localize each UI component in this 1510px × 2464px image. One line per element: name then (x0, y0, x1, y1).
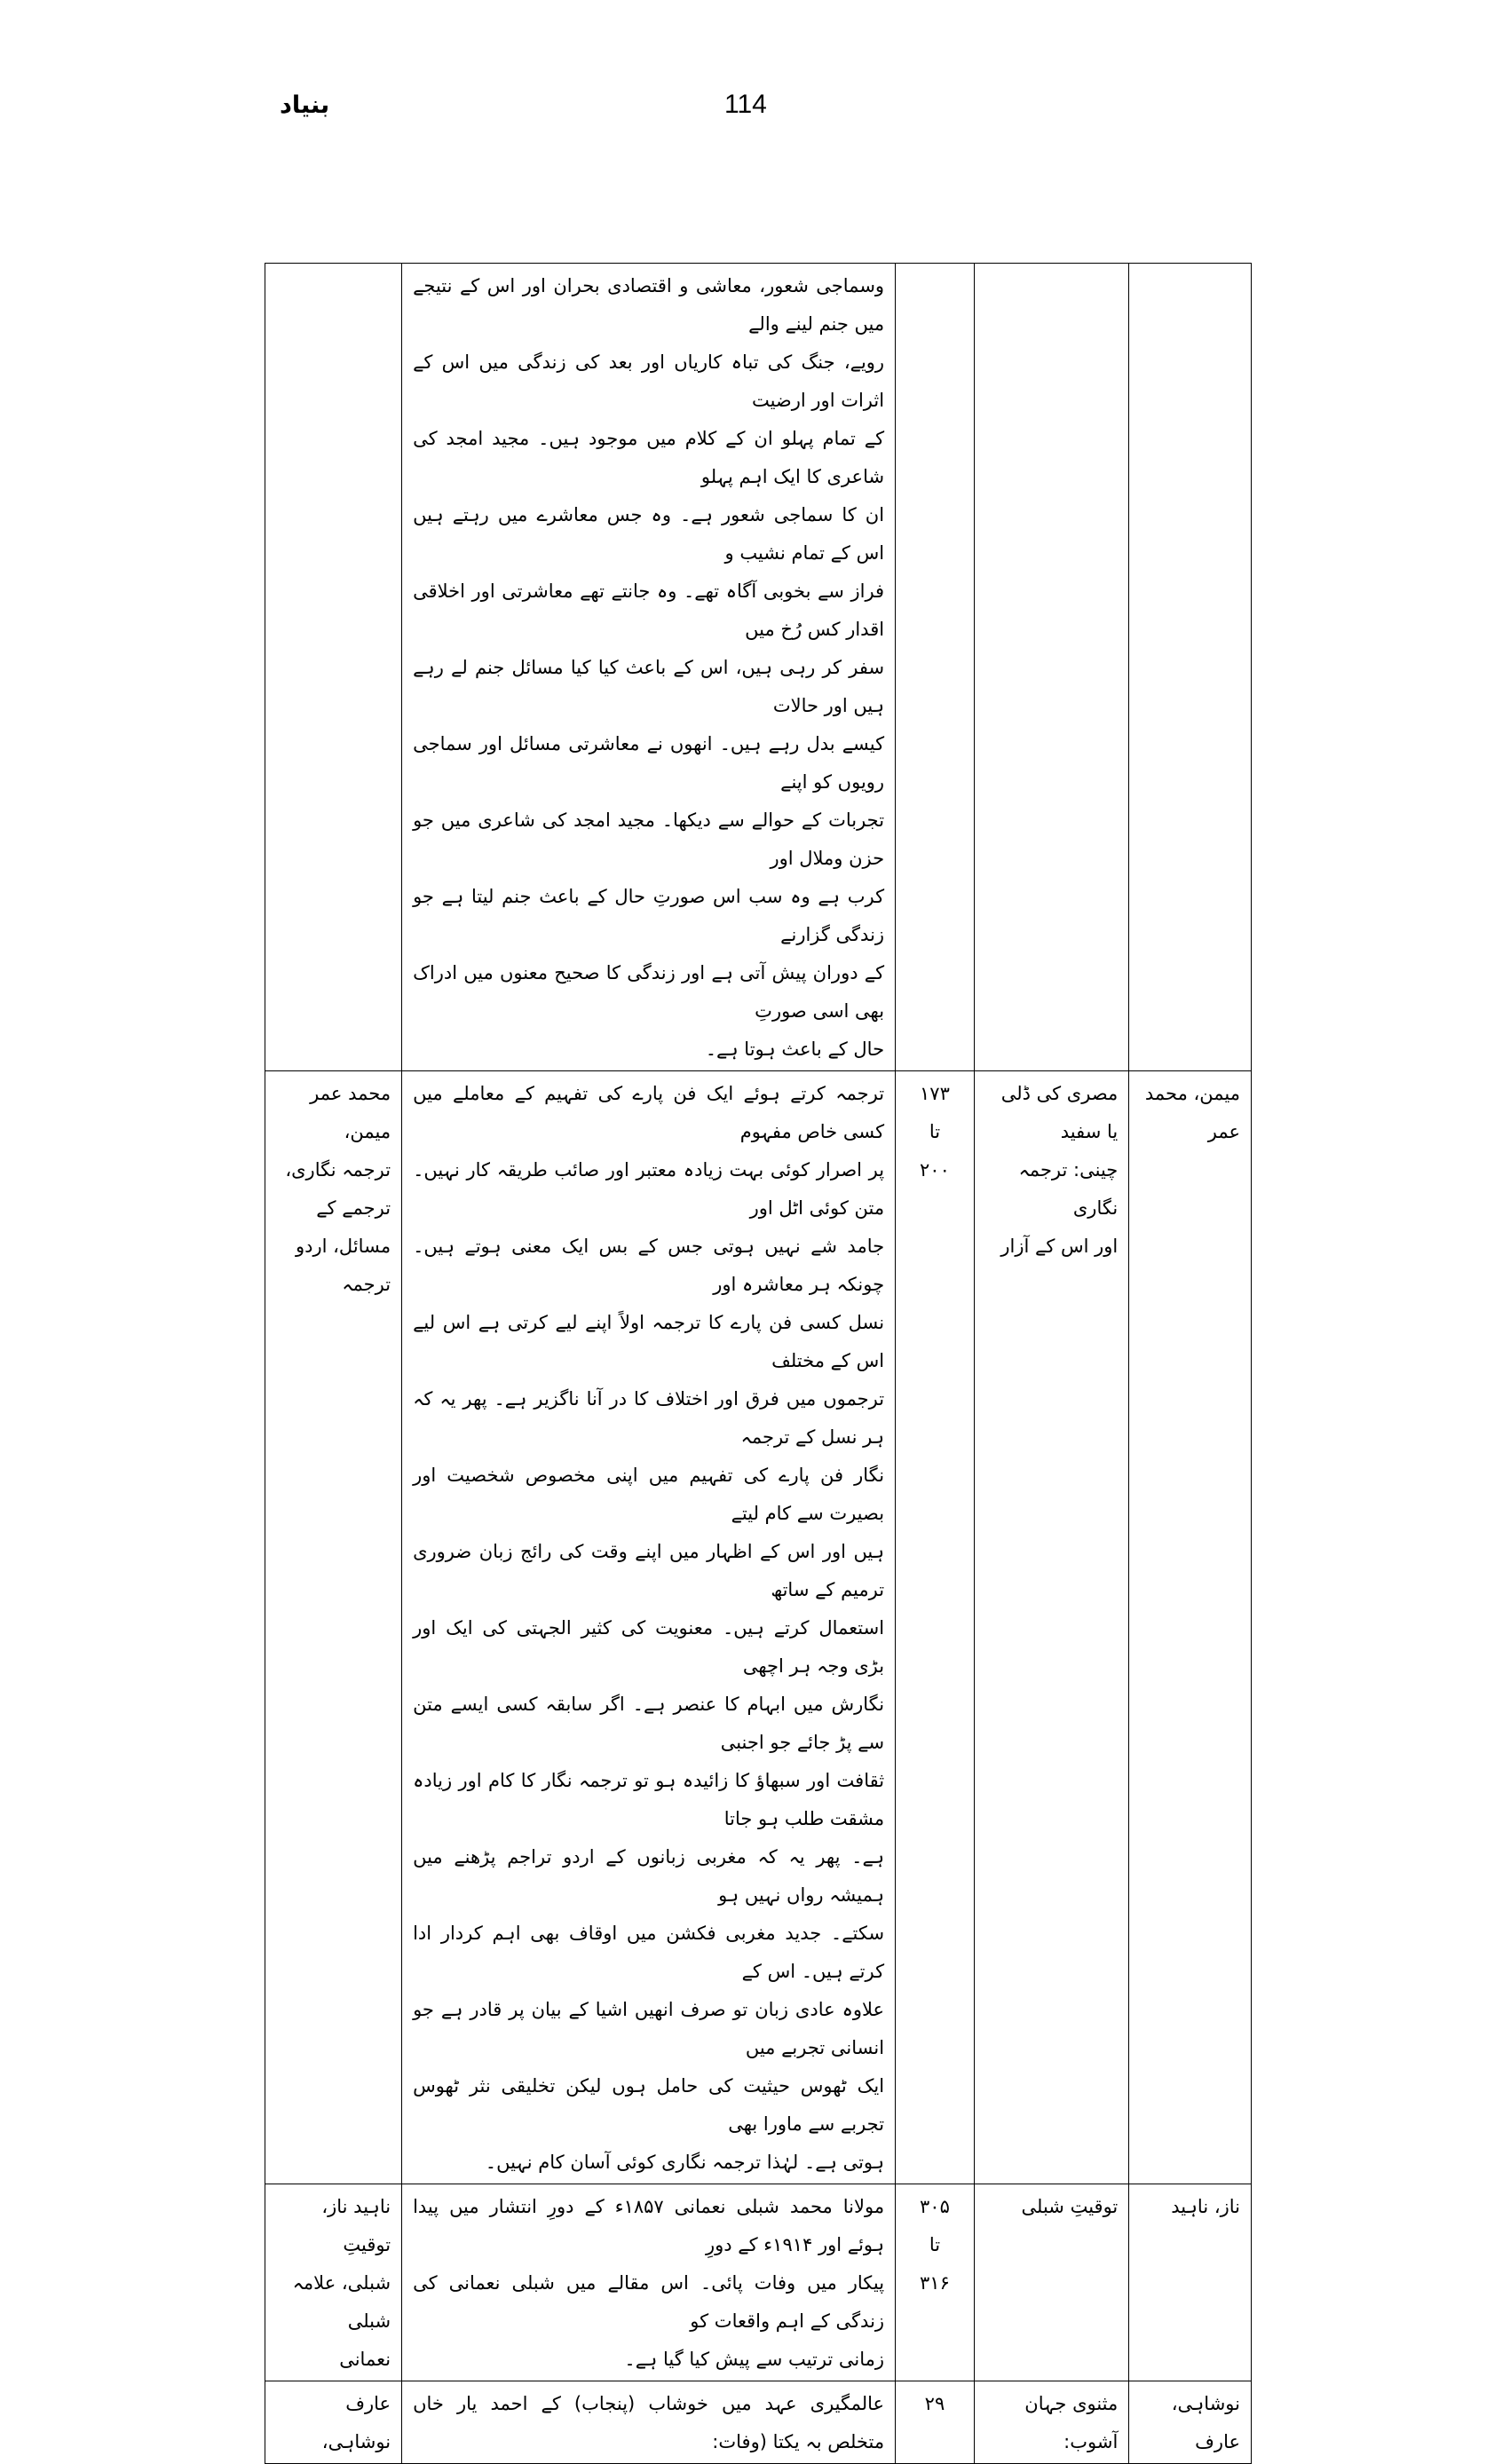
abstract-cell (402, 2381, 896, 2464)
abstract-line: سکتے۔ جدید مغربی فکشن میں اوقاف بھی اہم کردار ادا کرتے ہیں۔ اس کے (413, 1923, 885, 1982)
abstract-cell (402, 264, 896, 1071)
author-cell (1129, 2381, 1252, 2464)
abstract-cell (402, 1071, 896, 2184)
keywords-cell (265, 2381, 402, 2464)
author-line: نوشاہی، عارف (1171, 2393, 1240, 2452)
abstract-line: ثقافت اور سبھاؤ کا زائیدہ ہو تو ترجمہ نگار کا کام اور زیادہ مشقت طلب ہو جاتا (413, 1770, 885, 1829)
table-row (265, 2184, 1252, 2381)
author-cell (1129, 264, 1252, 1071)
author-cell (1129, 1071, 1252, 2184)
pages-line: ۳۱۶ (920, 2272, 950, 2294)
keywords-cell (265, 1071, 402, 2184)
pages-cell (896, 2381, 975, 2464)
keywords-line: نعمانی (339, 2349, 391, 2370)
title-cell (974, 2381, 1128, 2464)
abstract-line: رویے، جنگ کی تباہ کاریاں اور بعد کی زندگی میں اس کے اثرات اور ارضیت (413, 351, 885, 411)
pages-line: ۲۰۰ (920, 1159, 950, 1181)
keywords-cell (265, 2184, 402, 2381)
journal-name: بنیاد (280, 91, 330, 119)
pages-cell (896, 1071, 975, 2184)
title-cell (974, 264, 1128, 1071)
abstract-line: ہیں اور اس کے اظہار میں اپنے وقت کی رائج زبان ضروری ترمیم کے ساتھ (413, 1541, 885, 1600)
abstract-line: ہے۔ پھر یہ کہ مغربی زبانوں کے اردو تراجم پڑھنے میں ہمیشہ رواں نہیں ہو (413, 1846, 885, 1906)
keywords-cell (265, 264, 402, 1071)
abstract-line: کیسے بدل رہے ہیں۔ انھوں نے معاشرتی مسائل اور سماجی رویوں کو اپنے (413, 733, 885, 793)
pages-cell (896, 2184, 975, 2381)
title-line: چینی: ترجمہ نگاری (1018, 1159, 1119, 1219)
abstract-line: سفر کر رہی ہیں، اس کے باعث کیا کیا مسائل جنم لے رہے ہیں اور حالات (413, 657, 885, 716)
abstract-line: نگار فن پارے کی تفہیم میں اپنی مخصوص شخصیت اور بصیرت سے کام لیتے (413, 1465, 885, 1524)
keywords-line: ترجمے کے (316, 1197, 391, 1219)
abstract-line: کرب ہے وہ سب اس صورتِ حال کے باعث جنم لیتا ہے جو زندگی گزارنے (413, 886, 885, 945)
author-line: ناز، ناہید (1171, 2196, 1240, 2217)
title-cell (974, 1071, 1128, 2184)
pages-line: ۳۰۵ (920, 2196, 950, 2217)
title-line: مصری کی ڈلی یا سفید (1000, 1083, 1119, 1142)
title-line: مثنوی جہان آشوب: (1024, 2393, 1119, 2452)
pages-line: ۲۹ (924, 2393, 945, 2414)
abstract-line: ترجمہ کرتے ہوئے ایک فن پارے کی تفہیم کے معاملے میں کسی خاص مفہوم (413, 1083, 885, 1142)
author-cell (1129, 2184, 1252, 2381)
author-line: میمن، محمد عمر (1144, 1083, 1240, 1142)
keywords-line: ترجمہ (342, 1274, 391, 1295)
abstract-line: استعمال کرتے ہیں۔ معنویت کی کثیر الجہتی کی ایک اور بڑی وجہ ہر اچھی (413, 1617, 885, 1677)
keywords-line: ترجمہ نگاری، (285, 1159, 391, 1181)
abstract-line: علاوہ عادی زبان تو صرف انھیں اشیا کے بیان پر قادر ہے جو انسانی تجربے میں (413, 1999, 885, 2058)
keywords-line: محمد عمر میمن، (310, 1083, 391, 1142)
abstract-line: ترجموں میں فرق اور اختلاف کا در آنا ناگزیر ہے۔ پھر یہ کہ ہر نسل کے ترجمہ (413, 1388, 885, 1448)
pages-line: تا (929, 2234, 941, 2255)
index-table (265, 263, 1252, 2464)
table-row (265, 1071, 1252, 2184)
abstract-line: نسل کسی فن پارے کا ترجمہ اولاً اپنے لیے کرتی ہے اس لیے اس کے مختلف (413, 1312, 885, 1371)
abstract-line: جامد شے نہیں ہوتی جس کے بس ایک معنی ہوتے ہیں۔ چونکہ ہر معاشرہ اور (413, 1236, 885, 1295)
abstract-line: نگارش میں ابہام کا عنصر ہے۔ اگر سابقہ کسی ایسے متن سے پڑ جائے جو اجنبی (413, 1694, 885, 1753)
table-row (265, 264, 1252, 1071)
abstract-line: ان کا سماجی شعور ہے۔ وہ جس معاشرے میں رہتے ہیں اس کے تمام نشیب و (413, 504, 885, 564)
pages-line: تا (929, 1121, 941, 1142)
keywords-line: ناہید ناز، توقیتِ (321, 2196, 391, 2255)
title-cell (974, 2184, 1128, 2381)
title-line: توقیتِ شبلی (1021, 2196, 1119, 2217)
page-number: 114 (724, 90, 767, 119)
abstract-line: زمانی ترتیب سے پیش کیا گیا ہے۔ (624, 2349, 885, 2370)
keywords-line: عارف نوشاہی، (321, 2393, 391, 2452)
table-row (265, 2381, 1252, 2464)
pages-cell (896, 264, 975, 1071)
abstract-line: وسماجی شعور، معاشی و اقتصادی بحران اور اس کے نتیجے میں جنم لینے والے (413, 275, 885, 335)
abstract-cell (402, 2184, 896, 2381)
abstract-line: ایک ٹھوس حیثیت کی حامل ہوں لیکن تخلیقی نثر ٹھوس تجربے سے ماورا بھی (413, 2075, 885, 2135)
abstract-line: کے تمام پہلو ان کے کلام میں موجود ہیں۔ مجید امجد کی شاعری کا ایک اہم پہلو (413, 428, 885, 487)
abstract-line: کے دوران پیش آتی ہے اور زندگی کا صحیح معنوں میں ادراک بھی اسی صورتِ (413, 962, 885, 1022)
abstract-line: مولانا محمد شبلی نعمانی ۱۸۵۷ء کے دورِ انتشار میں پیدا ہوئے اور ۱۹۱۴ء کے دورِ (413, 2196, 885, 2255)
title-line: اور اس کے آزار (1000, 1236, 1119, 1257)
abstract-line: ہوتی ہے۔ لہٰذا ترجمہ نگاری کوئی آسان کام نہیں۔ (485, 2152, 885, 2173)
abstract-line: حال کے باعث ہوتا ہے۔ (705, 1039, 885, 1060)
abstract-line: فراز سے بخوبی آگاہ تھے۔ وہ جانتے تھے معاشرتی اور اخلاقی اقدار کس رُخ میں (413, 580, 885, 640)
index-table-body (265, 264, 1252, 2464)
pages-line: ۱۷۳ (920, 1083, 950, 1104)
abstract-line: پر اصرار کوئی بہت زیادہ معتبر اور صائب طریقہ کار نہیں۔ متن کوئی اٹل اور (413, 1159, 885, 1219)
keywords-line: مسائل، اردو (296, 1236, 391, 1257)
abstract-line: پیکار میں وفات پائی۔ اس مقالے میں شبلی نعمانی کی زندگی کے اہم واقعات کو (413, 2272, 885, 2332)
keywords-line: شبلی، علامہ شبلی (292, 2272, 391, 2332)
abstract-line: تجربات کے حوالے سے دیکھا۔ مجید امجد کی شاعری میں جو حزن وملال اور (413, 809, 885, 869)
abstract-line: عالمگیری عہد میں خوشاب (پنجاب) کے احمد یار خاں متخلص بہ یکتا (وفات: (413, 2393, 885, 2452)
